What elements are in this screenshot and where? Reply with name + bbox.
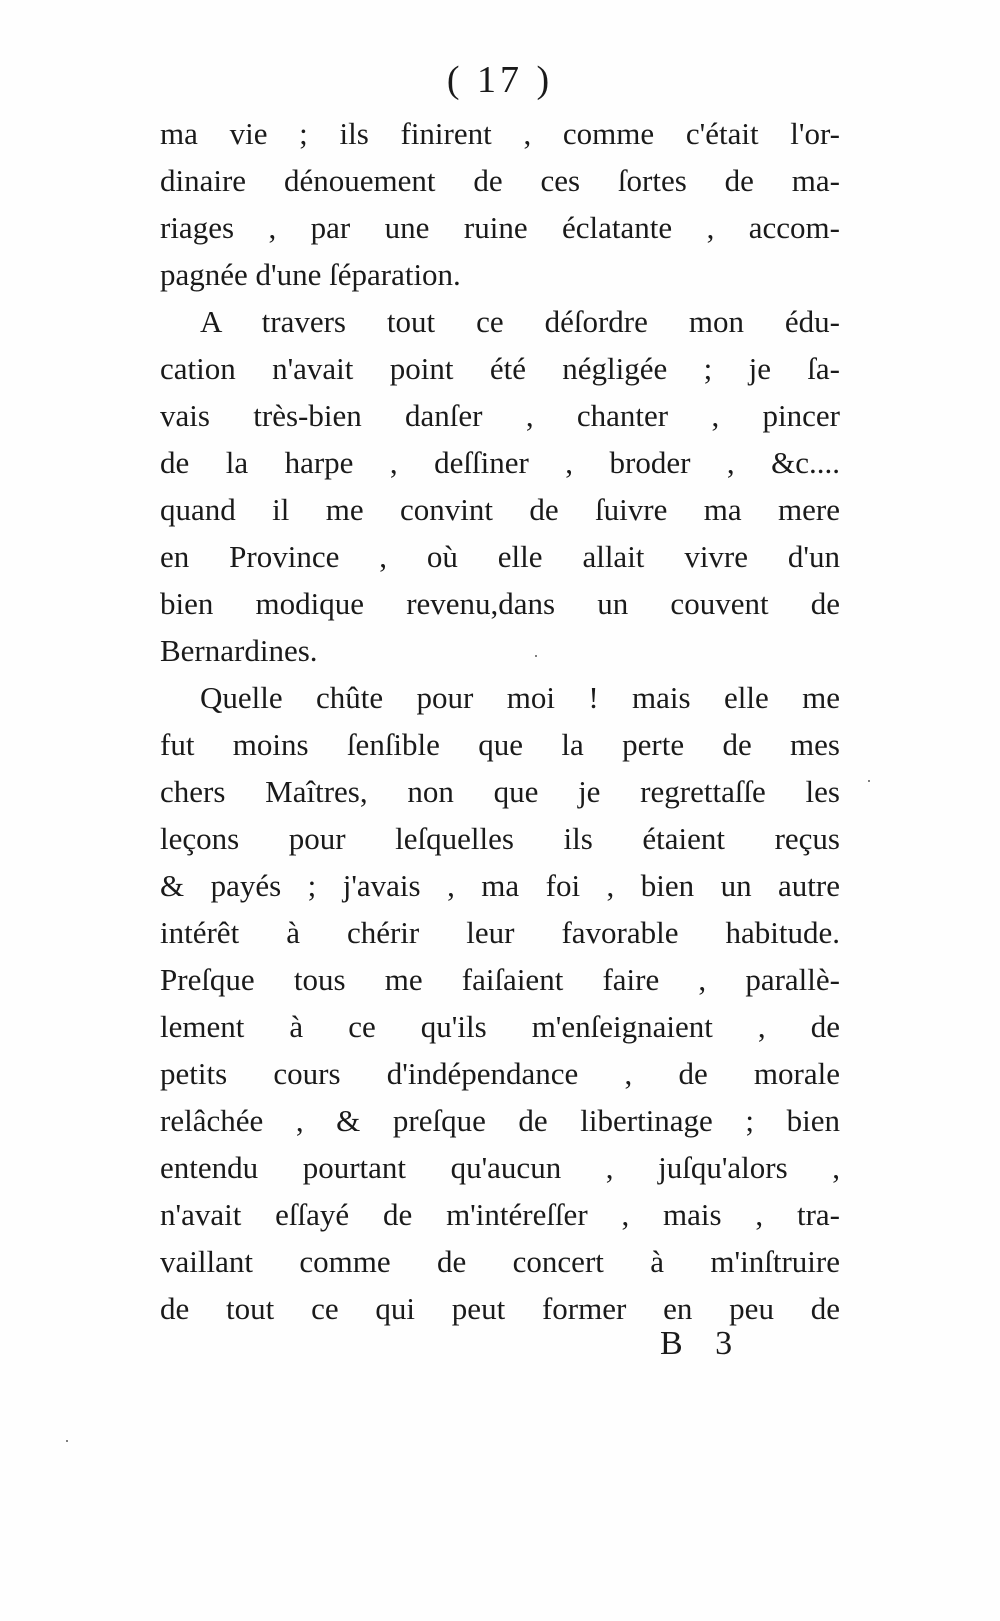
text-line: leçons pour leſquelles ils étaient reçus <box>160 821 840 856</box>
signature-mark: B 3 <box>660 1325 745 1362</box>
text-line: Preſque tous me faiſaient faire , parallè- <box>160 962 840 997</box>
text-line: intérêt à chérir leur favorable habitude. <box>160 915 840 950</box>
page-number: ( 17 ) <box>446 59 554 101</box>
text-line: cation n'avait point été négligée ; je ſa- <box>160 351 840 386</box>
text-line: & payés ; j'avais , ma foi , bien un autre <box>160 868 840 903</box>
text-line: Bernardines. <box>160 633 318 668</box>
text-line: ma vie ; ils finirent , comme c'était l'or- <box>160 116 840 151</box>
text-line: vaillant comme de concert à m'inſtruire <box>160 1244 840 1279</box>
text-line: riages , par une ruine éclatante , accom- <box>160 210 840 245</box>
text-line: n'avait eſſayé de m'intéreſſer , mais , tra- <box>160 1197 840 1232</box>
text-line: pagnée d'une ſéparation. <box>160 257 461 292</box>
text-line: vais très-bien danſer , chanter , pincer <box>160 398 840 433</box>
text-line: chers Maîtres, non que je regrettaſſe les <box>160 774 840 809</box>
paper-speck <box>66 1440 68 1442</box>
text-line: petits cours d'indépendance , de morale <box>160 1056 840 1091</box>
body-text <box>160 110 840 1332</box>
text-line: fut moins ſenſible que la perte de mes <box>160 727 840 762</box>
text-line: quand il me convint de ſuivre ma mere <box>160 492 840 527</box>
text-line: dinaire dénouement de ces ſortes de ma- <box>160 163 840 198</box>
paper-speck <box>535 655 537 657</box>
text-line: lement à ce qu'ils m'enſeignaient , de <box>160 1009 840 1044</box>
text-line: bien modique revenu,dans un couvent de <box>160 586 840 621</box>
text-line: relâchée , & preſque de libertinage ; bien <box>160 1103 840 1138</box>
text-line: de tout ce qui peut former en peu de <box>160 1291 840 1326</box>
text-line: de la harpe , deſſiner , broder , &c.... <box>160 445 840 480</box>
text-line: Quelle chûte pour moi ! mais elle me <box>200 680 840 715</box>
text-line: entendu pourtant qu'aucun , juſqu'alors , <box>160 1150 840 1185</box>
text-line: A travers tout ce déſordre mon édu- <box>200 304 840 339</box>
paper-speck <box>868 780 870 782</box>
text-line: en Province , où elle allait vivre d'un <box>160 539 840 574</box>
